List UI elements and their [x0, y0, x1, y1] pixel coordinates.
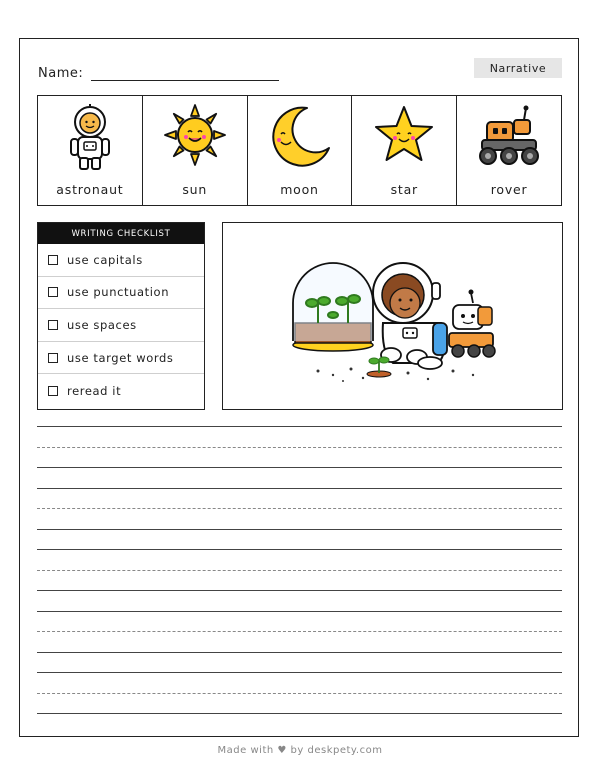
checklist-item[interactable]: [38, 374, 204, 407]
writing-line-solid: [37, 652, 562, 653]
footer-site-link[interactable]: by deskpety.com: [290, 745, 383, 756]
writing-line-solid: [37, 467, 562, 468]
checkbox[interactable]: [48, 255, 58, 265]
writing-checklist: [37, 222, 205, 410]
writing-line-dashed: [37, 447, 562, 448]
name-row: [38, 61, 279, 81]
checklist-item-label: use capitals: [67, 252, 143, 267]
checklist-item[interactable]: [38, 342, 204, 375]
word-card-moon: [248, 96, 353, 205]
writing-line-solid: [37, 611, 562, 612]
astronaut-icon: [64, 104, 116, 170]
writing-line-solid: [37, 713, 562, 714]
word-label-moon: moon: [280, 182, 319, 197]
genre-badge: Narrative: [474, 58, 562, 78]
astronaut-planting-seedling-illustration: [223, 223, 564, 411]
word-card-star: [352, 96, 457, 205]
writing-line-solid: [37, 590, 562, 591]
picture-prompt: [222, 222, 563, 410]
writing-line-solid: [37, 549, 562, 550]
word-label-astronaut: astronaut: [56, 182, 124, 197]
word-card-sun: [143, 96, 248, 205]
name-label: Name:: [38, 66, 84, 81]
writing-line-solid: [37, 488, 562, 489]
rover-icon: [474, 104, 544, 168]
sun-icon: [164, 104, 226, 166]
checklist-item[interactable]: [38, 277, 204, 310]
checkbox[interactable]: [48, 386, 58, 396]
checklist-item[interactable]: [38, 244, 204, 277]
worksheet: [19, 38, 579, 737]
word-label-sun: sun: [182, 182, 208, 197]
checklist-item[interactable]: [38, 309, 204, 342]
checkbox[interactable]: [48, 353, 58, 363]
footer-made-with: Made with: [217, 745, 274, 756]
writing-line-solid: [37, 672, 562, 673]
writing-line-solid: [37, 529, 562, 530]
writing-line-dashed: [37, 631, 562, 632]
checkbox[interactable]: [48, 320, 58, 330]
writing-line-dashed: [37, 693, 562, 694]
checklist-item-label: use target words: [67, 350, 174, 365]
name-field[interactable]: [91, 64, 279, 81]
word-card-rover: [457, 96, 561, 205]
star-icon: [373, 104, 435, 166]
writing-line-dashed: [37, 570, 562, 571]
checklist-item-label: use punctuation: [67, 285, 170, 300]
writing-line-solid: [37, 426, 562, 427]
moon-icon: [267, 104, 331, 168]
footer-credit: [0, 745, 600, 756]
checklist-title: WRITING CHECKLIST: [38, 223, 204, 244]
heart-icon: ♥: [277, 745, 287, 756]
checklist-item-label: use spaces: [67, 317, 137, 332]
word-card-astronaut: [38, 96, 143, 205]
target-words-bank: [37, 95, 562, 206]
word-label-star: star: [390, 182, 418, 197]
checklist-item-label: reread it: [67, 383, 122, 398]
word-label-rover: rover: [490, 182, 528, 197]
writing-line-dashed: [37, 508, 562, 509]
checkbox[interactable]: [48, 287, 58, 297]
